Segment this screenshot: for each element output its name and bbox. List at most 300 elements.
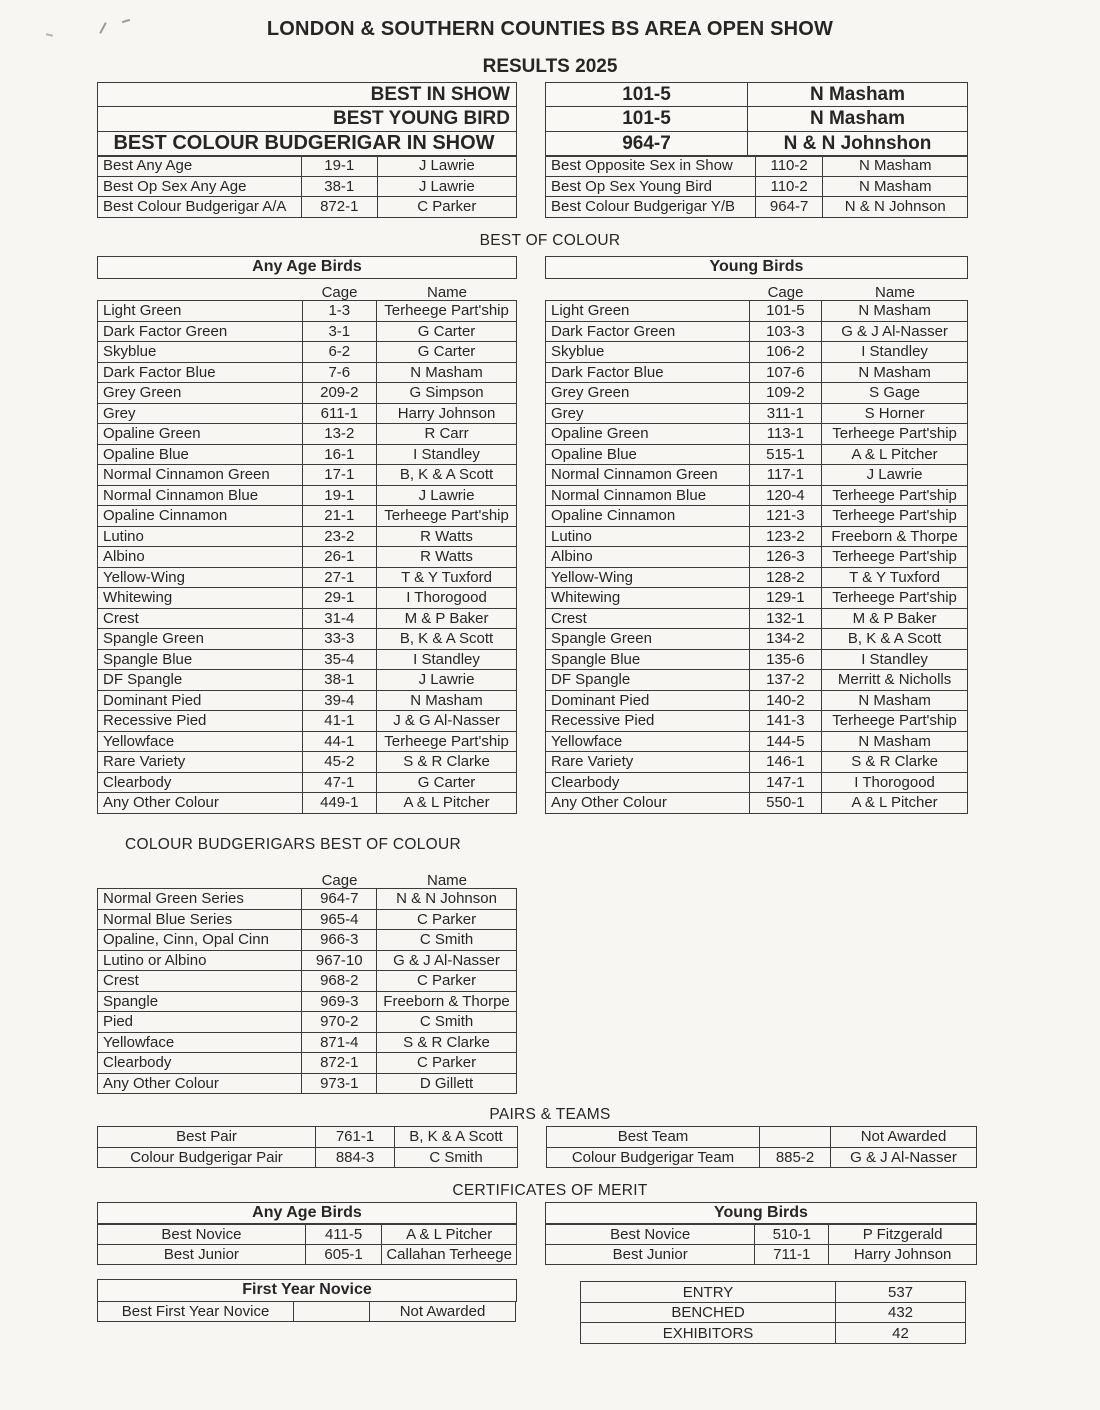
colour-result-row — [98, 752, 517, 773]
winner-name: Terheege Part'ship — [822, 424, 968, 445]
top-awards-right — [545, 82, 968, 218]
cage-number: 123-2 — [749, 526, 822, 547]
winner-name: C Parker — [377, 197, 516, 218]
colour-result-row — [98, 670, 517, 691]
winner-name: G Carter — [377, 772, 517, 793]
cage-number: 144-5 — [749, 731, 822, 752]
colour-label: Grey Green — [98, 383, 303, 404]
first-year-novice-title: First Year Novice — [97, 1279, 517, 1302]
colour-result-row — [98, 649, 517, 670]
cage-column-header: Cage — [321, 283, 358, 301]
winner-name: M & P Baker — [377, 608, 517, 629]
cage-number: 973-1 — [302, 1073, 377, 1094]
colour-label: Opaline Green — [546, 424, 750, 445]
colour-label: Rare Variety — [98, 752, 303, 773]
winner-name: Harry Johnson — [377, 403, 517, 424]
top-awards-left-table — [97, 155, 517, 218]
colour-label: Grey — [546, 403, 750, 424]
colour-label: Dominant Pied — [546, 690, 750, 711]
winner-name: G & J Al-Nasser — [822, 321, 968, 342]
cage-number: 141-3 — [749, 711, 822, 732]
colour-label: Whitewing — [98, 588, 303, 609]
cage-number: 871-4 — [302, 1032, 377, 1053]
cage-number: 38-1 — [302, 670, 377, 691]
winner-name: G & J Al-Nasser — [377, 950, 517, 971]
winner-name: S & R Clarke — [377, 752, 517, 773]
pair-row — [98, 1147, 518, 1168]
cage-number: 964-7 — [546, 132, 748, 156]
colour-label: Spangle — [98, 991, 302, 1012]
certificate-row — [98, 1244, 517, 1265]
winner-name: T & Y Tuxford — [377, 567, 517, 588]
certificates-young-table — [545, 1223, 977, 1265]
cage-number: 969-3 — [302, 991, 377, 1012]
cage-number: 146-1 — [749, 752, 822, 773]
colour-result-row — [98, 991, 517, 1012]
colour-result-row — [98, 383, 517, 404]
colour-budgerigars-heading: COLOUR BUDGERIGARS BEST OF COLOUR — [125, 835, 462, 853]
colour-label: Skyblue — [546, 342, 750, 363]
colour-label: Clearbody — [98, 772, 303, 793]
award-label: Best First Year Novice — [98, 1301, 294, 1322]
best-young-bird-result — [545, 106, 968, 132]
winner-name: I Standley — [822, 649, 968, 670]
cage-number: 103-3 — [749, 321, 822, 342]
first-year-row — [98, 1301, 516, 1322]
cage-number: 885-2 — [760, 1147, 831, 1168]
colour-label: Grey — [98, 403, 303, 424]
winner-name: Terheege Part'ship — [822, 547, 968, 568]
colour-label: Yellow-Wing — [546, 567, 750, 588]
winner-name: Freeborn & Thorpe — [377, 991, 517, 1012]
award-label: Best Op Sex Any Age — [98, 176, 302, 197]
winner-name: N Masham — [823, 176, 968, 197]
winner-name: N Masham — [822, 690, 968, 711]
cage-number: 6-2 — [302, 342, 377, 363]
colour-result-row — [98, 711, 517, 732]
cage-number: 135-6 — [749, 649, 822, 670]
top-awards-right-table — [545, 155, 968, 218]
colour-label: Opaline Green — [98, 424, 303, 445]
cage-number: 29-1 — [302, 588, 377, 609]
cage-number: 711-1 — [755, 1244, 829, 1265]
winner-name: Terheege Part'ship — [822, 588, 968, 609]
colour-label: Spangle Blue — [98, 649, 303, 670]
colour-result-row — [546, 567, 968, 588]
colour-result-row — [546, 670, 968, 691]
award-label: Best Pair — [98, 1127, 316, 1148]
colour-label: Opaline Blue — [98, 444, 303, 465]
winner-name: G & J Al-Nasser — [831, 1147, 977, 1168]
cage-number: 110-2 — [755, 156, 823, 177]
cage-number: 884-3 — [316, 1147, 395, 1168]
certificates-any-age-table — [97, 1223, 517, 1265]
colour-result-row — [546, 629, 968, 650]
winner-name: B, K & A Scott — [822, 629, 968, 650]
stat-value: 42 — [836, 1323, 966, 1344]
award-row — [546, 197, 968, 218]
certificates-young — [545, 1202, 977, 1265]
award-label: Best Junior — [98, 1244, 306, 1265]
winner-name: J Lawrie — [377, 670, 517, 691]
certificates-heading: CERTIFICATES OF MERIT — [452, 1182, 648, 1200]
winner-name: J & G Al-Nasser — [377, 711, 517, 732]
award-row — [98, 156, 517, 177]
colour-label: Whitewing — [546, 588, 750, 609]
bottom-section — [97, 1279, 1100, 1344]
colour-label: Yellowface — [546, 731, 750, 752]
cage-number: 26-1 — [302, 547, 377, 568]
winner-name: Terheege Part'ship — [822, 485, 968, 506]
name-column-header: Name — [426, 871, 467, 889]
certificates-section — [97, 1202, 1100, 1265]
cage-number: 101-5 — [749, 301, 822, 322]
winner-name: I Standley — [822, 342, 968, 363]
winner-name: J Lawrie — [377, 485, 517, 506]
teams-table — [546, 1126, 977, 1168]
colour-result-row — [98, 526, 517, 547]
colour-label: DF Spangle — [98, 670, 303, 691]
cage-number: 209-2 — [302, 383, 377, 404]
colour-result-row — [546, 321, 968, 342]
stat-label: ENTRY — [581, 1282, 836, 1303]
colour-label: Crest — [98, 971, 302, 992]
best-colour-budgerigar-title: BEST COLOUR BUDGERIGAR IN SHOW — [97, 131, 517, 157]
winner-name: I Thorogood — [822, 772, 968, 793]
column-labels — [97, 282, 517, 302]
colour-label: Recessive Pied — [98, 711, 303, 732]
colour-label: Dark Factor Blue — [546, 362, 750, 383]
cage-number: 128-2 — [749, 567, 822, 588]
show-stats-table — [580, 1281, 966, 1344]
winner-name: N Masham — [809, 84, 906, 105]
winner-name: C Smith — [377, 1012, 517, 1033]
colour-result-row — [98, 506, 517, 527]
colour-result-row — [546, 444, 968, 465]
cage-number: 38-1 — [301, 176, 377, 197]
winner-name: N Masham — [809, 108, 906, 130]
winner-name: C Smith — [395, 1147, 518, 1168]
certificates-any-age — [97, 1202, 517, 1265]
cage-number — [294, 1301, 370, 1322]
colour-result-row — [98, 485, 517, 506]
colour-label: Normal Cinnamon Green — [98, 465, 303, 486]
colour-result-row — [546, 403, 968, 424]
colour-label: Dark Factor Green — [546, 321, 750, 342]
cage-number: 411-5 — [305, 1224, 382, 1245]
cage-number: 1-3 — [302, 301, 377, 322]
column-labels — [97, 870, 517, 890]
pairs-teams-heading: PAIRS & TEAMS — [489, 1106, 611, 1124]
colour-result-row — [546, 485, 968, 506]
cage-number: 872-1 — [302, 1053, 377, 1074]
colour-label: Normal Green Series — [98, 889, 302, 910]
cage-number: 106-2 — [749, 342, 822, 363]
award-row — [546, 176, 968, 197]
winner-name: T & Y Tuxford — [822, 567, 968, 588]
colour-result-row — [98, 301, 517, 322]
colour-result-row — [98, 608, 517, 629]
winner-name: R Watts — [377, 547, 517, 568]
winner-name: Not Awarded — [831, 1127, 977, 1148]
winner-name: S Gage — [822, 383, 968, 404]
colour-label: Skyblue — [98, 342, 303, 363]
winner-name: N Masham — [377, 690, 517, 711]
award-label: Best Opposite Sex in Show — [546, 156, 756, 177]
colour-result-row — [98, 950, 517, 971]
colour-label: Opaline Blue — [546, 444, 750, 465]
cage-number: 3-1 — [302, 321, 377, 342]
colour-result-row — [546, 711, 968, 732]
colour-result-row — [98, 588, 517, 609]
team-row — [547, 1147, 977, 1168]
cage-number: 19-1 — [301, 156, 377, 177]
cage-number: 120-4 — [749, 485, 822, 506]
colour-result-row — [546, 383, 968, 404]
cage-number: 872-1 — [301, 197, 377, 218]
cage-number: 449-1 — [302, 793, 377, 814]
winner-name: Harry Johnson — [829, 1244, 977, 1265]
award-label: Colour Budgerigar Pair — [98, 1147, 316, 1168]
young-birds-title: Young Birds — [545, 256, 968, 279]
colour-result-row — [546, 526, 968, 547]
colour-label: Dark Factor Green — [98, 321, 303, 342]
colour-label: Opaline Cinnamon — [546, 506, 750, 527]
colour-label: Lutino — [98, 526, 303, 547]
winner-name: N Masham — [822, 301, 968, 322]
cage-number: 109-2 — [749, 383, 822, 404]
winner-name: G Simpson — [377, 383, 517, 404]
cage-number: 27-1 — [302, 567, 377, 588]
cage-number: 134-2 — [749, 629, 822, 650]
winner-name: S & R Clarke — [377, 1032, 517, 1053]
colour-label: Spangle Blue — [546, 649, 750, 670]
first-year-novice-block — [97, 1279, 517, 1344]
colour-label: Normal Cinnamon Green — [546, 465, 750, 486]
cage-number: 13-2 — [302, 424, 377, 445]
colour-label: DF Spangle — [546, 670, 750, 691]
colour-label: Light Green — [546, 301, 750, 322]
colour-result-row — [546, 506, 968, 527]
cage-number: 35-4 — [302, 649, 377, 670]
colour-result-row — [98, 465, 517, 486]
page-title: LONDON & SOUTHERN COUNTIES BS AREA OPEN SHOW — [266, 18, 834, 40]
pairs-table — [97, 1126, 518, 1168]
winner-name: G Carter — [377, 321, 517, 342]
winner-name: B, K & A Scott — [377, 629, 517, 650]
colour-label: Grey Green — [546, 383, 750, 404]
winner-name: A & L Pitcher — [822, 444, 968, 465]
colour-label: Rare Variety — [546, 752, 750, 773]
stat-value: 432 — [836, 1302, 966, 1323]
cage-number: 605-1 — [305, 1244, 382, 1265]
best-of-colour-heading: BEST OF COLOUR — [479, 231, 621, 249]
page-subtitle: RESULTS 2025 — [482, 56, 618, 77]
colour-label: Yellowface — [98, 731, 303, 752]
colour-result-row — [98, 362, 517, 383]
award-label: Best Novice — [98, 1224, 306, 1245]
cage-number: 113-1 — [749, 424, 822, 445]
cage-number: 550-1 — [749, 793, 822, 814]
colour-label: Normal Cinnamon Blue — [98, 485, 303, 506]
cage-number: 311-1 — [749, 403, 822, 424]
colour-label: Clearbody — [98, 1053, 302, 1074]
cage-number: 101-5 — [546, 83, 748, 107]
colour-result-row — [546, 649, 968, 670]
pairs-teams-section — [97, 1126, 1100, 1168]
first-year-novice-table — [97, 1301, 516, 1323]
award-label: Best Novice — [546, 1224, 755, 1245]
colour-label: Recessive Pied — [546, 711, 750, 732]
winner-name: I Standley — [377, 649, 517, 670]
winner-name: C Smith — [377, 930, 517, 951]
colour-result-row — [546, 301, 968, 322]
winner-name: Callahan Terheege — [382, 1244, 517, 1265]
cage-number: 510-1 — [755, 1224, 829, 1245]
young-birds-table — [545, 300, 968, 814]
colour-result-row — [98, 403, 517, 424]
colour-label: Any Other Colour — [98, 1073, 302, 1094]
name-column-header: Name — [426, 283, 467, 301]
colour-label: Crest — [546, 608, 750, 629]
colour-result-row — [546, 342, 968, 363]
cage-number: 107-6 — [749, 362, 822, 383]
cage-number: 968-2 — [302, 971, 377, 992]
top-awards-section — [97, 82, 1100, 218]
cage-number: 129-1 — [749, 588, 822, 609]
colour-label: Clearbody — [546, 772, 750, 793]
winner-name: N & N Johnson — [377, 889, 517, 910]
winner-name: Terheege Part'ship — [377, 506, 517, 527]
colour-result-row — [98, 444, 517, 465]
colour-label: Yellow-Wing — [98, 567, 303, 588]
winner-name: R Watts — [377, 526, 517, 547]
winner-name: Not Awarded — [370, 1301, 516, 1322]
winner-name: Merritt & Nicholls — [822, 670, 968, 691]
young-birds-title: Young Birds — [545, 1202, 977, 1225]
cage-number: 39-4 — [302, 690, 377, 711]
colour-label: Opaline Cinnamon — [98, 506, 303, 527]
colour-result-row — [98, 567, 517, 588]
best-young-bird-title: BEST YOUNG BIRD — [97, 106, 517, 132]
colour-result-row — [546, 772, 968, 793]
any-age-birds-table — [97, 300, 517, 814]
cage-number: 17-1 — [302, 465, 377, 486]
winner-name: G Carter — [377, 342, 517, 363]
award-row — [98, 197, 517, 218]
cage-number: 110-2 — [755, 176, 823, 197]
cage-number: 121-3 — [749, 506, 822, 527]
winner-name: C Parker — [377, 909, 517, 930]
winner-name: D Gillett — [377, 1073, 517, 1094]
stat-row — [581, 1302, 966, 1323]
colour-label: Crest — [98, 608, 303, 629]
colour-result-row — [98, 731, 517, 752]
cage-number: 966-3 — [302, 930, 377, 951]
award-label: Best Any Age — [98, 156, 302, 177]
certificate-row — [546, 1224, 977, 1245]
cage-number: 23-2 — [302, 526, 377, 547]
colour-label: Albino — [98, 547, 303, 568]
winner-name: J Lawrie — [822, 465, 968, 486]
colour-label: Albino — [546, 547, 750, 568]
colour-result-row — [546, 793, 968, 814]
cage-number: 965-4 — [302, 909, 377, 930]
colour-result-row — [546, 424, 968, 445]
top-awards-left — [97, 82, 517, 218]
colour-budgerigars-table — [97, 888, 517, 1094]
cage-number: 132-1 — [749, 608, 822, 629]
cage-number — [760, 1127, 831, 1148]
cage-number: 7-6 — [302, 362, 377, 383]
colour-label: Yellowface — [98, 1032, 302, 1053]
any-age-birds-column — [97, 256, 517, 814]
best-of-colour-section — [97, 256, 1100, 814]
winner-name: B, K & A Scott — [377, 465, 517, 486]
winner-name: A & L Pitcher — [382, 1224, 517, 1245]
award-label: Best Team — [547, 1127, 760, 1148]
cage-number: 964-7 — [302, 889, 377, 910]
winner-name: A & L Pitcher — [377, 793, 517, 814]
colour-result-row — [546, 362, 968, 383]
young-birds-column — [545, 256, 968, 814]
winner-name: N Masham — [822, 362, 968, 383]
award-row — [98, 176, 517, 197]
award-row — [546, 156, 968, 177]
stat-row — [581, 1282, 966, 1303]
award-label: Colour Budgerigar Team — [547, 1147, 760, 1168]
colour-result-row — [546, 465, 968, 486]
winner-name: S & R Clarke — [822, 752, 968, 773]
winner-name: N Masham — [377, 362, 517, 383]
colour-label: Lutino — [546, 526, 750, 547]
pair-row — [98, 1127, 518, 1148]
colour-result-row — [98, 1073, 517, 1094]
cage-number: 31-4 — [302, 608, 377, 629]
colour-result-row — [98, 690, 517, 711]
colour-result-row — [98, 1012, 517, 1033]
stat-label: BENCHED — [581, 1302, 836, 1323]
colour-label: Opaline, Cinn, Opal Cinn — [98, 930, 302, 951]
winner-name: I Standley — [377, 444, 517, 465]
column-labels — [545, 282, 968, 302]
colour-label: Spangle Green — [98, 629, 303, 650]
colour-result-row — [98, 889, 517, 910]
colour-label: Lutino or Albino — [98, 950, 302, 971]
stat-row — [581, 1323, 966, 1344]
cage-number: 33-3 — [302, 629, 377, 650]
colour-result-row — [546, 731, 968, 752]
cage-number: 137-2 — [749, 670, 822, 691]
cage-number: 101-5 — [546, 107, 748, 131]
cage-number: 19-1 — [302, 485, 377, 506]
colour-label: Dark Factor Blue — [98, 362, 303, 383]
cage-number: 970-2 — [302, 1012, 377, 1033]
colour-label: Light Green — [98, 301, 303, 322]
colour-label: Normal Blue Series — [98, 909, 302, 930]
cage-number: 45-2 — [302, 752, 377, 773]
cage-number: 515-1 — [749, 444, 822, 465]
award-label: Best Junior — [546, 1244, 755, 1265]
colour-result-row — [98, 909, 517, 930]
colour-result-row — [98, 629, 517, 650]
winner-name: Terheege Part'ship — [822, 506, 968, 527]
colour-result-row — [98, 547, 517, 568]
winner-name: C Parker — [377, 1053, 517, 1074]
colour-label: Normal Cinnamon Blue — [546, 485, 750, 506]
colour-result-row — [98, 321, 517, 342]
colour-result-row — [98, 930, 517, 951]
